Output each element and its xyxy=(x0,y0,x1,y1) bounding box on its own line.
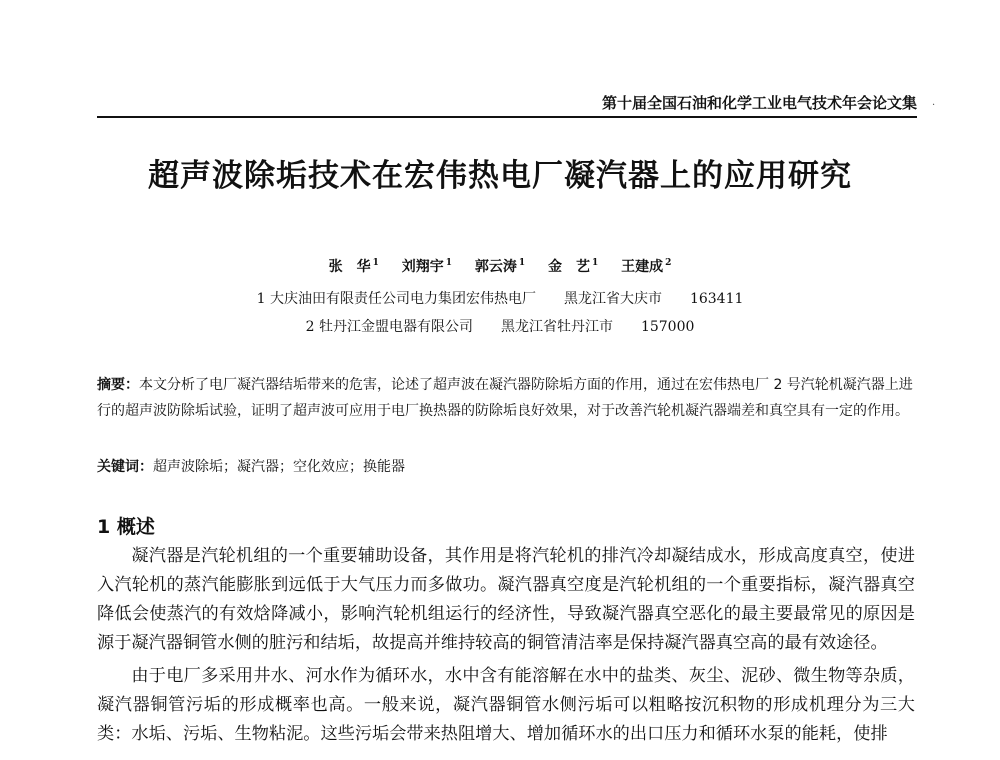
author: 王建成 $^2$ xyxy=(621,258,672,275)
author: 郭云涛 $^1$ xyxy=(474,258,526,275)
body-text xyxy=(97,542,915,753)
corner-mark: · xyxy=(932,100,936,111)
affiliation-2: 2 牡丹江金盟电器有限公司 黑龙江省牡丹江市 157000 xyxy=(305,319,695,335)
keywords xyxy=(97,456,915,476)
paragraph: 凝汽器是汽轮机组的一个重要辅助设备，其作用是将汽轮机的排汽冷却凝结成水，形成高度真空，使进入汽轮机的蒸汽能膨胀到远低于大气压力而多做功。凝汽器真空度是汽轮机组的一个重要指标，凝汽器真空降低会使蒸汽的有效焓降减小，影响汽轮机组运行的经济性，导致凝汽器真空恶化的最主要最常见的原因是源于凝汽器铜管水侧的脏污和结垢，故提高并维持较高的铜管清洁率是保持凝汽器真空高的最有效途径。 xyxy=(97,546,915,653)
author-list xyxy=(200,256,800,276)
abstract-text: 本文分析了电厂凝汽器结垢带来的危害，论述了超声波在凝汽器防除垢方面的作用，通过在宏伟热电厂 2 号汽轮机凝汽器上进行的超声波防除垢试验，证明了超声波可应用于电厂换热器的防除垢良好效果，对于改善汽轮机凝汽器端差和真空具有一定的作用。 xyxy=(97,377,913,419)
paragraph: 由于电厂多采用井水、河水作为循环水，水中含有能溶解在水中的盐类、灰尘、泥砂、微生物等杂质，凝汽器铜管污垢的形成概率也高。一般来说，凝汽器铜管水侧污垢可以粗略按沉积物的形成机理分为三大类：水垢、污垢、生物粘泥。这些污垢会带来热阻增大、增加循环水的出口压力和循环水泵的能耗，使排 xyxy=(97,666,915,744)
abstract xyxy=(97,372,915,424)
author: 张 华 $^1$ xyxy=(328,258,379,275)
abstract-label: 摘要： xyxy=(97,377,139,393)
author: 刘翔宇 $^1$ xyxy=(401,258,452,275)
running-header: 第十届全国石油和化学工业电气技术年会论文集 xyxy=(601,94,917,112)
affiliation-1: 1 大庆油田有限责任公司电力集团宏伟热电厂 黑龙江省大庆市 163411 xyxy=(256,291,744,307)
keywords-text: 超声波除垢；凝汽器；空化效应；换能器 xyxy=(153,459,405,475)
keywords-label: 关键词： xyxy=(97,459,153,475)
header-rule xyxy=(97,116,917,118)
paper-title: 超声波除垢技术在宏伟热电厂凝汽器上的应用研究 xyxy=(148,158,852,194)
section-heading: 1 概述 xyxy=(97,516,155,538)
author: 金 艺 $^1$ xyxy=(548,258,599,275)
